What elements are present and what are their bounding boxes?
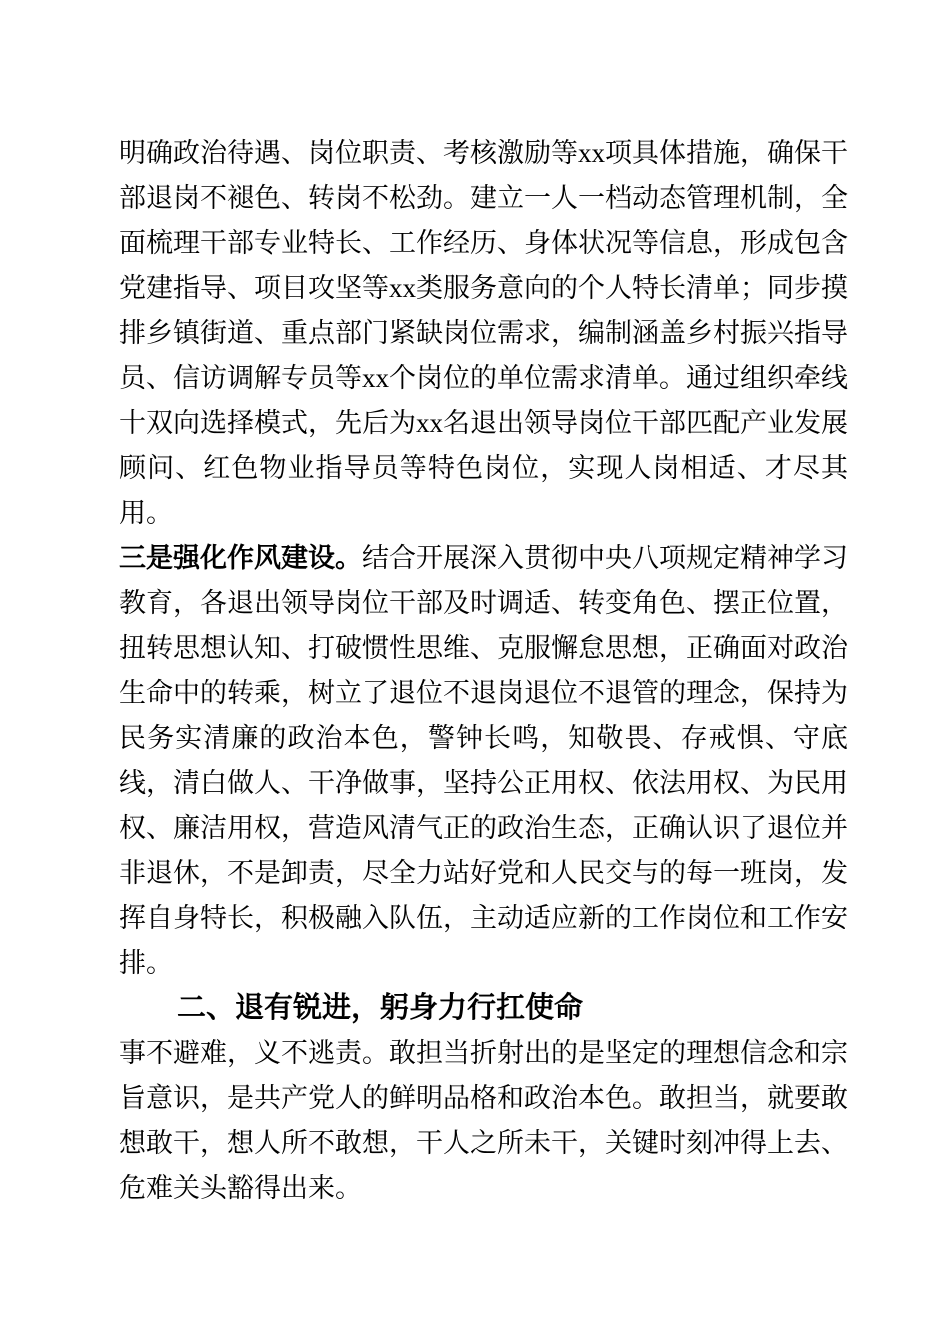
paragraph-continuation xyxy=(119,131,848,536)
paragraph xyxy=(119,1031,848,1211)
paragraph-lead-bold: 三是强化作风建设。 xyxy=(119,543,362,573)
paragraph-text: 事不避难，义不逃责。敢担当折射出的是坚定的理想信念和宗旨意识，是共产党人的鲜明品格和政治本色。敢担当，就要敢想敢干，想人所不敢想，干人之所未干，关键时刻冲得上去、危难关头豁得出来。 xyxy=(119,1038,848,1203)
section-heading: 二、退有锐进，躬身力行扛使命 xyxy=(177,992,584,1024)
document-body xyxy=(119,131,848,1211)
paragraph xyxy=(119,536,848,986)
paragraph-text: 明确政治待遇、岗位职责、考核激励等xx项具体措施，确保干部退岗不褪色、转岗不松劲。建立一人一档动态管理机制，全面梳理干部专业特长、工作经历、身体状况等信息，形成包含党建指导、项目攻坚等xx类服务意向的个人特长清单；同步摸排乡镇街道、重点部门紧缺岗位需求，编制涵盖乡村振兴指导员、信访调解专员等xx个岗位的单位需求清单。通过组织牵线十双向选择模式，先后为xx名退出领导岗位干部匹配产业发展顾问、红色物业指导员等特色岗位，实现人岗相适、才尽其用。 xyxy=(119,138,848,528)
paragraph-text: 结合开展深入贯彻中央八项规定精神学习教育，各退出领导岗位干部及时调适、转变角色、摆正位置，扭转思想认知、打破惯性思维、克服懈怠思想，正确面对政治生命中的转乘，树立了退位不退岗退位不退管的理念，保持为民务实清廉的政治本色，警钟长鸣，知敬畏、存戒惧、守底线，清白做人、干净做事，坚持公正用权、依法用权、为民用权、廉洁用权，营造风清气正的政治生态，正确认识了退位并非退休，不是卸责，尽全力站好党和人民交与的每一班岗，发挥自身特长，积极融入队伍，主动适应新的工作岗位和工作安排。 xyxy=(119,543,848,978)
